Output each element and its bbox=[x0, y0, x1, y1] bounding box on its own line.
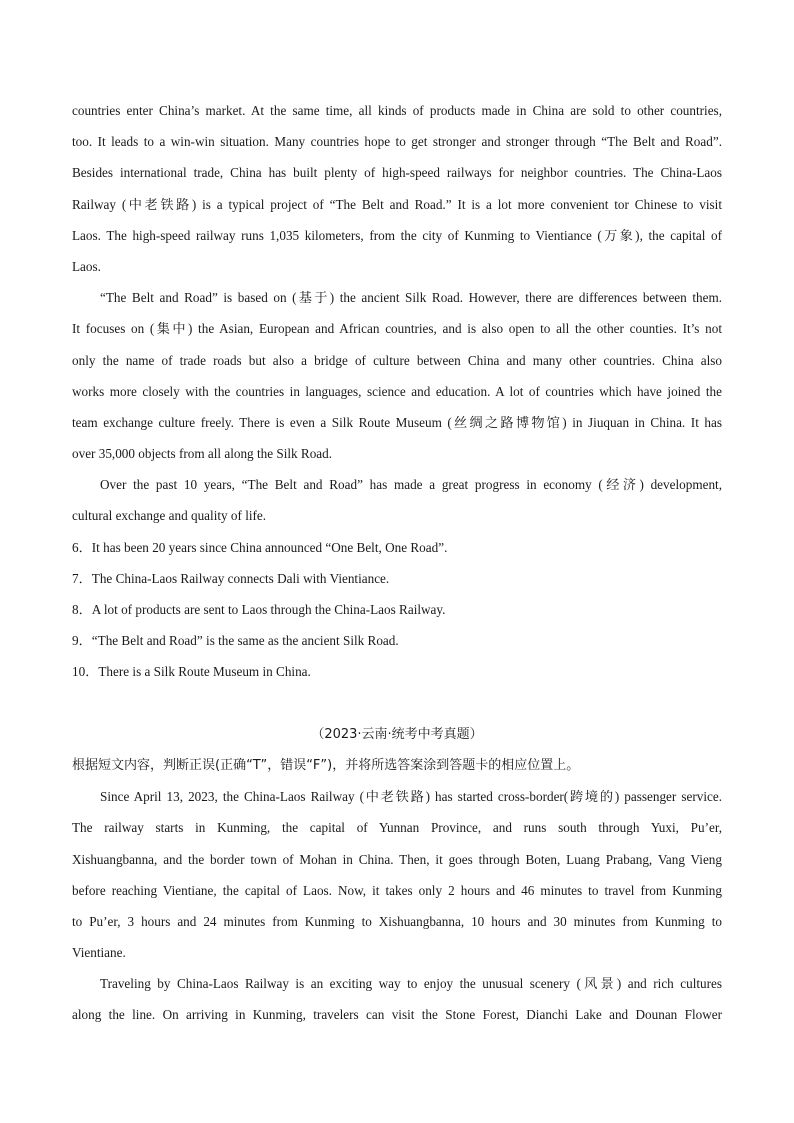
text-line: Vientiane. bbox=[72, 945, 126, 961]
question-item: 9．“The Belt and Road” is the same as the ancient Silk Road. bbox=[72, 633, 399, 649]
text-line: Laos. bbox=[72, 258, 101, 274]
question-item: 10．There is a Silk Route Museum in China. bbox=[72, 664, 311, 680]
question-item: 6．It has been 20 years since China announced “One Belt, One Road”. bbox=[72, 539, 448, 555]
text-line: Besides international trade, China has built plenty of high-speed railways for neighbor countries. The China-Laos bbox=[72, 165, 722, 181]
question-list bbox=[72, 532, 722, 688]
text-line: too. It leads to a win-win situation. Many countries hope to get stronger and stronger through “The Belt and Road”. bbox=[72, 134, 722, 150]
text-line: “The Belt and Road” is based on (基于) the ancient Silk Road. However, there are differences between them. bbox=[100, 290, 722, 306]
passage-paragraph-2 bbox=[72, 282, 722, 469]
section-gap bbox=[72, 688, 722, 719]
passage2-paragraph-1 bbox=[72, 781, 722, 968]
text-line: The railway starts in Kunming, the capital of Yunnan Province, and runs south through Yuxi, Pu’er, bbox=[72, 820, 722, 836]
passage2-paragraph-2 bbox=[72, 968, 722, 1030]
text-line: Since April 13, 2023, the China-Laos Railway (中老铁路) has started cross-border(跨境的) passenger service. bbox=[100, 789, 722, 805]
question-item: 8．A lot of products are sent to Laos through the China-Laos Railway. bbox=[72, 602, 446, 617]
text-line: before reaching Vientiane, the capital of Laos. Now, it takes only 2 hours and 46 minutes to travel from Kunming bbox=[72, 882, 722, 898]
passage-paragraph-1 bbox=[72, 95, 722, 282]
text-line: countries enter China’s market. At the same time, all kinds of products made in China are sold to other countries, bbox=[72, 103, 722, 118]
text-line: only the name of trade roads but also a bridge of culture between China and many other countries. China also bbox=[72, 352, 722, 368]
question-item: 7．The China-Laos Railway connects Dali with Vientiance. bbox=[72, 570, 390, 586]
passage-paragraph-3 bbox=[72, 469, 722, 531]
text-line: It focuses on (集中) the Asian, European and African countries, and is also open to all the other counties. It’s not bbox=[72, 321, 722, 337]
text-line: to Pu’er, 3 hours and 24 minutes from Kunming to Xishuangbanna, 10 hours and 30 minutes from Kunming to bbox=[72, 913, 722, 929]
text-line: over 35,000 objects from all along the Silk Road. bbox=[72, 446, 333, 462]
instruction-text: 根据短文内容，判断正误(正确“T”，错误“F”)，并将所选答案涂到答题卡的相应位置上。 bbox=[72, 757, 580, 773]
text-line: team exchange culture freely. There is even a Silk Route Museum (丝绸之路博物馆) in Jiuquan in China. It has bbox=[72, 414, 722, 430]
text-line: cultural exchange and quality of life. bbox=[72, 508, 267, 524]
text-line: Traveling by China-Laos Railway is an exciting way to enjoy the unusual scenery (风景) and rich cultures bbox=[100, 976, 722, 992]
text-line: Over the past 10 years, “The Belt and Road” has made a great progress in economy (经济) development, bbox=[100, 477, 722, 493]
text-line: works more closely with the countries in languages, science and education. A lot of countries which have joined the bbox=[72, 383, 722, 399]
source-label: （2023·云南·统考中考真题） bbox=[311, 726, 483, 742]
text-line: Laos. The high-speed railway runs 1,035 kilometers, from the city of Kunming to Vientiance (万象), the capital of bbox=[72, 227, 722, 243]
text-line: Xishuangbanna, and the border town of Mohan in China. Then, it goes through Boten, Luang Prabang, Vang Vieng bbox=[72, 851, 722, 867]
document-page bbox=[72, 95, 722, 1031]
text-line: Railway (中老铁路) is a typical project of “The Belt and Road.” It is a lot more convenient tor Chinese to visit bbox=[72, 196, 722, 212]
text-line: along the line. On arriving in Kunming, travelers can visit the Stone Forest, Dianchi Lake and Dounan Flower bbox=[72, 1007, 722, 1023]
